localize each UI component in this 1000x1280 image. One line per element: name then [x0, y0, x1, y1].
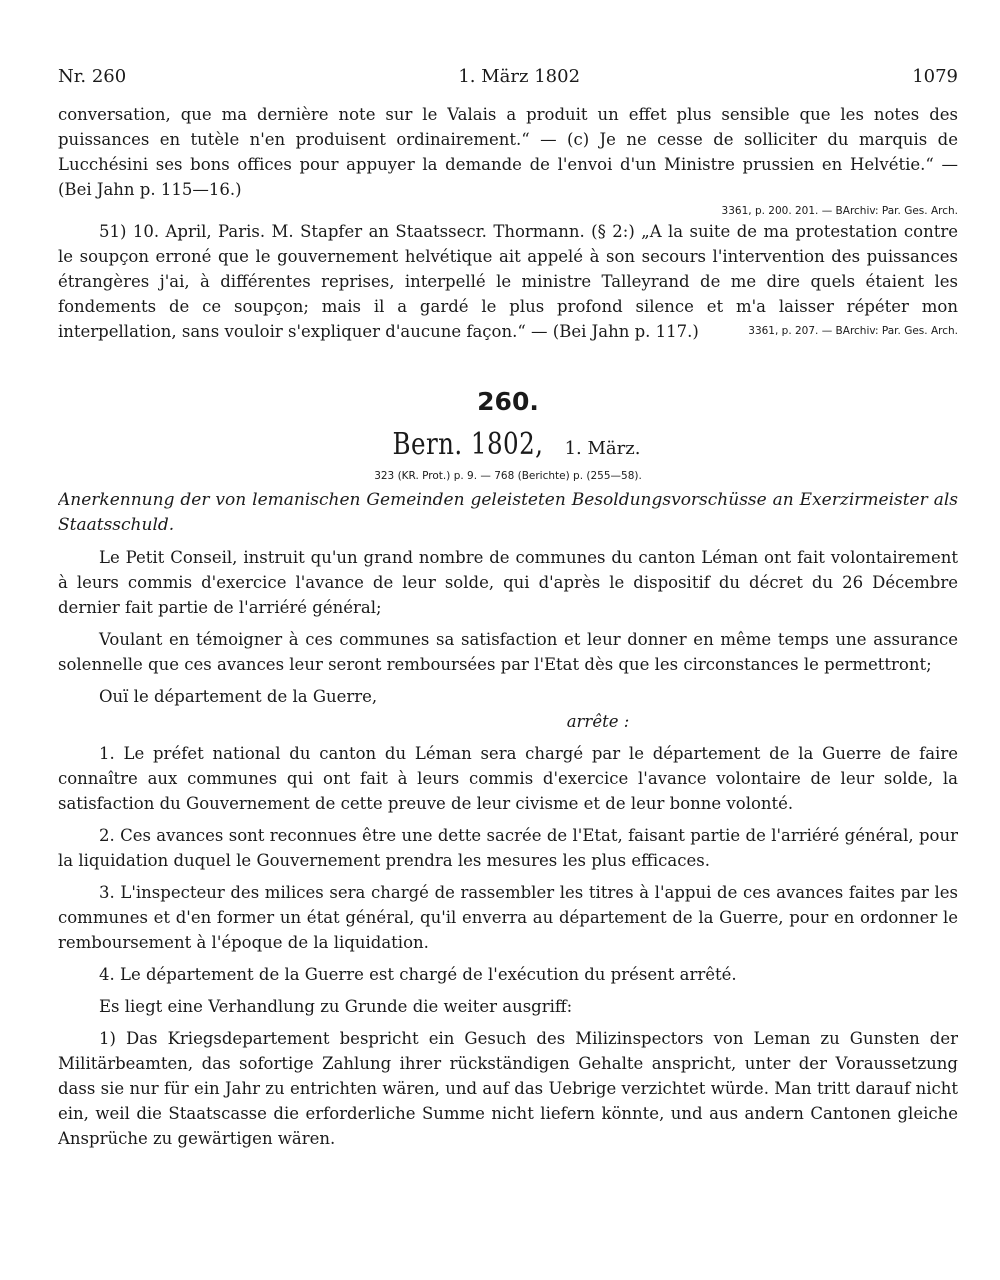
paragraph-considerant-2: Voulant en témoigner à ces communes sa satisfaction et leur donner en même temps une assurance solennelle que ces avances leur seront remboursées par l'Etat dès que les circonstances le permettront; [58, 630, 958, 674]
document-date: 1. März. [564, 438, 641, 459]
document-references: 323 (KR. Prot.) p. 9. — 768 (Berichte) p. (255—58). [374, 470, 642, 482]
document-place-date [58, 428, 958, 466]
article-1: 1. Le préfet national du canton du Léman sera chargé par le département de la Guerre de faire connaître aux communes qui ont fait à leurs commis d'exercice l'avance volontaire de leur solde, la satisfaction du Gouvernement de cette preuve de leur civisme et de leur bonne volonté. [58, 744, 958, 813]
document-number: 260. [477, 387, 539, 416]
header-page-number: 1079 [912, 66, 958, 87]
article-2: 2. Ces avances sont reconnues être une dette sacrée de l'Etat, faisant partie de l'arriéré général, pour la liquidation duquel le Gouvernement prendra les mesures les plus efficaces. [58, 826, 958, 870]
item-51-citation: 3361, p. 207. — BArchiv: Par. Ges. Arch. [748, 325, 958, 337]
document-page [58, 66, 958, 1256]
prev-section-citation: 3361, p. 200. 201. — BArchiv: Par. Ges. Arch. [721, 205, 958, 217]
german-item-1: 1) Das Kriegsdepartement bespricht ein Gesuch des Milizinspectors von Leman zu Gunsten der Militärbeamten, das sofortige Zahlung ihrer rückständigen Gehalte anspricht, unter der Voraussetzung dass sie nur für ein Jahr zu entrichten wären, und auf das Uebrige verzichtet würde. Man tritt darauf nicht ein, weil die Staatscasse die erforderliche Summe nicht liefern könnte, und aus andern Cantonen gleiche Ansprüche zu gewärtigen wären. [58, 1029, 958, 1148]
item-51-text: 51) 10. April, Paris. M. Stapfer an Staatssecr. Thormann. (§ 2:) „A la suite de ma protestation contre le soupçon erroné que le gouvernement helvétique ait appelé à son secours l'intervention des puissances étrangères j'ai, à différentes reprises, interpellé le ministre Talleyrand de me dire quels étaient les fondements de ce soupçon; mais il a gardé le plus profond silence et m'a laisser répéter mon interpellation, sans vouloir s'expliquer d'aucune façon.“ — (Bei Jahn p. 117.) [58, 222, 958, 341]
article-3: 3. L'inspecteur des milices sera chargé de rassembler les titres à l'appui de ces avances faites par les communes et d'en former un état général, qu'il enverra au département de la Guerre, pour en ordonner le remboursement à l'époque de la liquidation. [58, 883, 958, 952]
header-date: 1. März 1802 [458, 66, 581, 87]
document-title: Anerkennung der von lemanischen Gemeinden geleisteten Besoldungsvorschüsse an Exerzirmeister als Staatsschuld. [58, 490, 958, 535]
prev-section-continuation: conversation, que ma dernière note sur le Valais a produit un effet plus sensible que les notes des puissances en tutèle n'en produisent ordinairement.“ — (c) Je ne cesse de solliciter du marquis de Lucchésini ses bons offices pour appuyer la demande de l'envoi d'un Ministre prussien en Helvétie.“ — (Bei Jahn p. 115—16.) [58, 105, 958, 199]
article-4: 4. Le département de la Guerre est chargé de l'exécution du présent arrêté. [99, 965, 737, 984]
prev-section-item-51 [58, 219, 958, 344]
paragraph-considerant-1: Le Petit Conseil, instruit qu'un grand nombre de communes du canton Léman ont fait volontairement à leurs commis d'exercice l'avance de leur solde, qui d'après le dispositif du décret du 26 Décembre dernier fait partie de l'arriéré général; [58, 548, 958, 617]
paragraph-oui: Ouï le département de la Guerre, [99, 687, 378, 706]
german-intro: Es liegt eine Verhandlung zu Grunde die weiter ausgriff: [99, 997, 573, 1016]
document-place: Bern. 1802, [392, 427, 543, 462]
arrete-heading: arrête : [566, 712, 630, 731]
header-document-number: Nr. 260 [58, 66, 127, 87]
page-header [58, 66, 958, 102]
